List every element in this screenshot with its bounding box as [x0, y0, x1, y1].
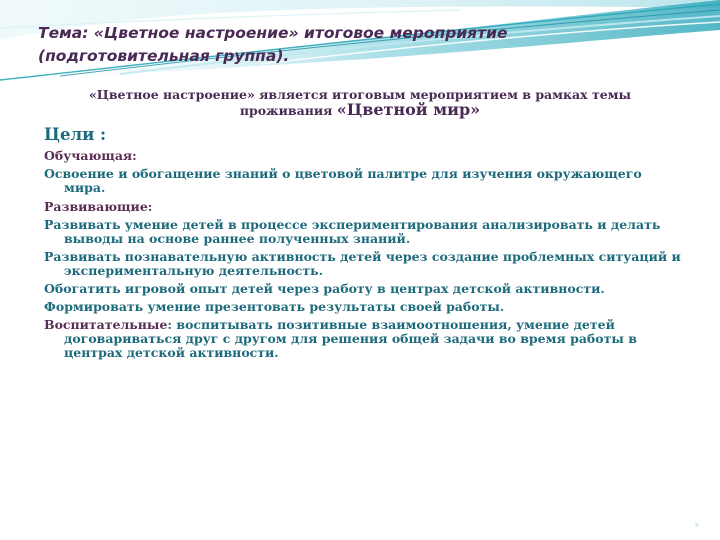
developmental-item: Обогатить игровой опыт детей через работу в центрах детской активности.: [44, 281, 605, 296]
educational-item: Освоение и обогащение знаний о цветовой палитре для изучения окружающего мира.: [44, 166, 642, 195]
developmental-item: Развивать познавательную активность детей через создание проблемных ситуаций и экспериментальную деятельность.: [44, 249, 681, 278]
goals-heading: Цели :: [44, 125, 107, 144]
goals-section: [44, 124, 684, 364]
intro-paragraph: [60, 87, 660, 118]
slide-title: Тема: «Цветное настроение» итоговое мероприятие (подготовительная группа).: [38, 24, 508, 65]
developmental-item: Развивать умение детей в процессе экспериментирования анализировать и делать выводы на основе раннее полученных знаний.: [44, 217, 661, 246]
upbringing-item: [44, 318, 684, 360]
corner-mark: [692, 520, 702, 530]
intro-text: «Цветное настроение» является итоговым мероприятием в рамках темы проживания: [88, 87, 632, 118]
upbringing-text: : воспитывать позитивные взаимоотношения, умение детей договариваться друг с другом для решения общей задачи во время работы в центрах детской активности.: [64, 317, 637, 360]
educational-label: Обучающая:: [44, 148, 137, 163]
intro-emphasis: «Цветной мир»: [336, 100, 481, 119]
upbringing-label: Воспитательные: [44, 317, 168, 332]
developmental-label: Развивающие:: [44, 199, 153, 214]
developmental-item: Формировать умение презентовать результаты своей работы.: [44, 299, 505, 314]
